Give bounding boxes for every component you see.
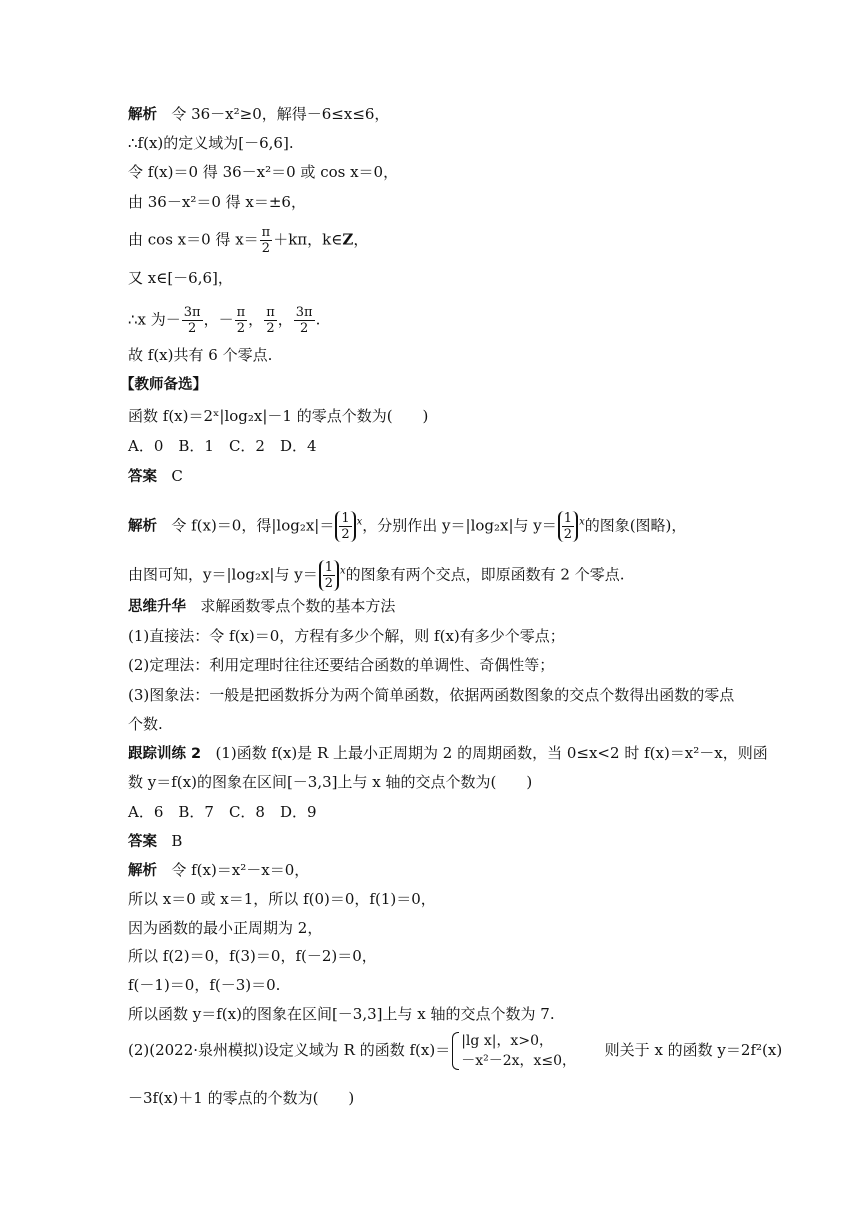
training-solution-line-2: 所以 x＝0 或 x＝1，所以 f(0)＝0，f(1)＝0， bbox=[128, 890, 436, 908]
denominator: 2 bbox=[563, 527, 573, 542]
text: (2)(2022·泉州模拟)设定义域为 R 的函数 f(x)＝ bbox=[128, 1041, 451, 1059]
numerator: π bbox=[261, 225, 271, 240]
numerator: π bbox=[236, 305, 246, 320]
summary-method-1: (1)直接法：令 f(x)＝0，方程有多少个解，则 f(x)有多少个零点； bbox=[128, 627, 565, 645]
summary-title: 求解函数零点个数的基本方法 bbox=[200, 597, 396, 615]
answer-value: C bbox=[171, 467, 183, 485]
solution-line-1 bbox=[128, 104, 389, 125]
teacher-solution-line-2 bbox=[128, 560, 625, 591]
text: 令 f(x)＝0，得|log₂x|＝ bbox=[171, 516, 335, 535]
text: (1)函数 f(x)是 R 上最小正周期为 2 的周期函数，当 0≤x<2 时 f(x)＝x²－x，则函 bbox=[215, 744, 768, 762]
paren-fraction bbox=[319, 560, 339, 591]
summary-method-2: (2)定理法：利用定理时往往还要结合函数的单调性、奇偶性等； bbox=[128, 656, 555, 674]
training-answer bbox=[128, 831, 182, 852]
paren-fraction bbox=[335, 511, 355, 542]
solution-label: 解析 bbox=[128, 518, 157, 535]
teacher-answer bbox=[128, 466, 183, 487]
text: ， bbox=[248, 310, 264, 329]
answer-label: 答案 bbox=[128, 469, 157, 485]
fraction bbox=[264, 305, 277, 336]
solution-line-7 bbox=[128, 305, 320, 336]
training-question-2 bbox=[128, 1031, 782, 1071]
denominator: 2 bbox=[188, 321, 197, 336]
fraction bbox=[235, 305, 248, 336]
text: 由 cos x＝0 得 x＝ bbox=[128, 230, 259, 249]
text: . bbox=[315, 310, 321, 329]
text: ，分别作出 y＝|log₂x|与 y＝ bbox=[362, 516, 557, 535]
solution-line-8: 故 f(x)共有 6 个零点. bbox=[128, 346, 273, 364]
teacher-question: 函数 f(x)＝2ˣ|log₂x|－1 的零点个数为( ) bbox=[128, 407, 429, 425]
numerator: 3π bbox=[295, 305, 313, 320]
denominator: 2 bbox=[236, 321, 246, 336]
numerator: π bbox=[266, 305, 275, 320]
fraction bbox=[339, 511, 351, 542]
denominator: 2 bbox=[266, 321, 275, 336]
training-question-2-cont: －3f(x)＋1 的零点的个数为( ) bbox=[128, 1089, 355, 1107]
numerator: 1 bbox=[563, 511, 573, 526]
solution-line-2: ∴f(x)的定义域为[－6,6]. bbox=[128, 134, 294, 152]
numerator: 1 bbox=[324, 560, 334, 575]
denominator: 2 bbox=[324, 576, 334, 591]
integers-symbol: Z bbox=[342, 230, 354, 249]
fraction bbox=[182, 305, 203, 336]
solution-line-3: 令 f(x)＝0 得 36－x²＝0 或 cos x＝0， bbox=[128, 163, 399, 181]
fraction bbox=[562, 511, 574, 542]
text: 令 f(x)＝x²－x＝0， bbox=[171, 861, 310, 879]
solution-line-6: 又 x∈[－6,6]， bbox=[128, 269, 233, 287]
training-question-1-cont: 数 y＝f(x)的图象在区间[－3,3]上与 x 轴的交点个数为( ) bbox=[128, 773, 533, 791]
answer-value: B bbox=[171, 832, 183, 850]
exponent: x bbox=[579, 516, 585, 528]
training-question-1 bbox=[128, 743, 768, 764]
text: 则关于 x 的函数 y＝2f²(x) bbox=[604, 1041, 783, 1059]
training-solution-line-3: 因为函数的最小正周期为 2， bbox=[128, 919, 323, 937]
text: ， bbox=[277, 310, 293, 329]
training-label: 跟踪训练 2 bbox=[128, 746, 202, 762]
training-solution-line-1 bbox=[128, 860, 309, 881]
fraction bbox=[294, 305, 315, 336]
denominator: 2 bbox=[261, 241, 271, 256]
fraction bbox=[323, 560, 335, 591]
numerator: 1 bbox=[341, 511, 350, 526]
teacher-options: A．0 B．1 C．2 D．4 bbox=[128, 437, 317, 455]
text: 的图象有两个交点，即原函数有 2 个零点. bbox=[345, 565, 625, 584]
piecewise-function bbox=[452, 1031, 576, 1071]
piece-row-2: －x²－2x，x≤0， bbox=[461, 1053, 577, 1069]
exponent: x bbox=[340, 565, 346, 577]
training-solution-line-6: 所以函数 y＝f(x)的图象在区间[－3,3]上与 x 轴的交点个数为 7. bbox=[128, 1005, 555, 1023]
teacher-section-title: 【教师备选】 bbox=[120, 377, 207, 393]
denominator: 2 bbox=[341, 527, 350, 542]
training-options: A．6 B．7 C．8 D．9 bbox=[128, 803, 317, 821]
summary-method-3-cont: 个数. bbox=[128, 715, 163, 733]
text: ，－ bbox=[203, 310, 234, 329]
teacher-solution-line-1 bbox=[128, 511, 686, 542]
summary-heading bbox=[128, 596, 395, 617]
training-solution-line-4: 所以 f(2)＝0，f(3)＝0，f(－2)＝0， bbox=[128, 947, 377, 965]
solution-line-4: 由 36－x²＝0 得 x＝±6， bbox=[128, 193, 306, 211]
exponent: x bbox=[356, 516, 363, 528]
text: ， bbox=[353, 230, 369, 249]
solution-text: 令 36－x²≥0，解得－6≤x≤6， bbox=[171, 105, 390, 123]
piece-row-1: |lg x|，x>0， bbox=[461, 1033, 553, 1049]
paren-fraction bbox=[558, 511, 578, 542]
training-solution-line-5: f(－1)＝0，f(－3)＝0. bbox=[128, 976, 281, 994]
solution-line-5 bbox=[128, 225, 368, 256]
denominator: 2 bbox=[300, 321, 309, 336]
text: 的图象(图略)， bbox=[584, 516, 687, 535]
solution-label: 解析 bbox=[128, 107, 157, 123]
text: ＋kπ，k∈ bbox=[273, 230, 343, 249]
text: 由图可知，y＝|log₂x|与 y＝ bbox=[128, 565, 318, 584]
summary-label: 思维升华 bbox=[128, 599, 186, 615]
answer-label: 答案 bbox=[128, 834, 157, 850]
summary-method-3: (3)图象法：一般是把函数拆分为两个简单函数，依据两函数图象的交点个数得出函数的零点 bbox=[128, 686, 735, 704]
text: ∴x 为－ bbox=[128, 310, 181, 329]
solution-label: 解析 bbox=[128, 863, 157, 879]
fraction bbox=[260, 225, 273, 256]
numerator: 3π bbox=[183, 305, 201, 320]
